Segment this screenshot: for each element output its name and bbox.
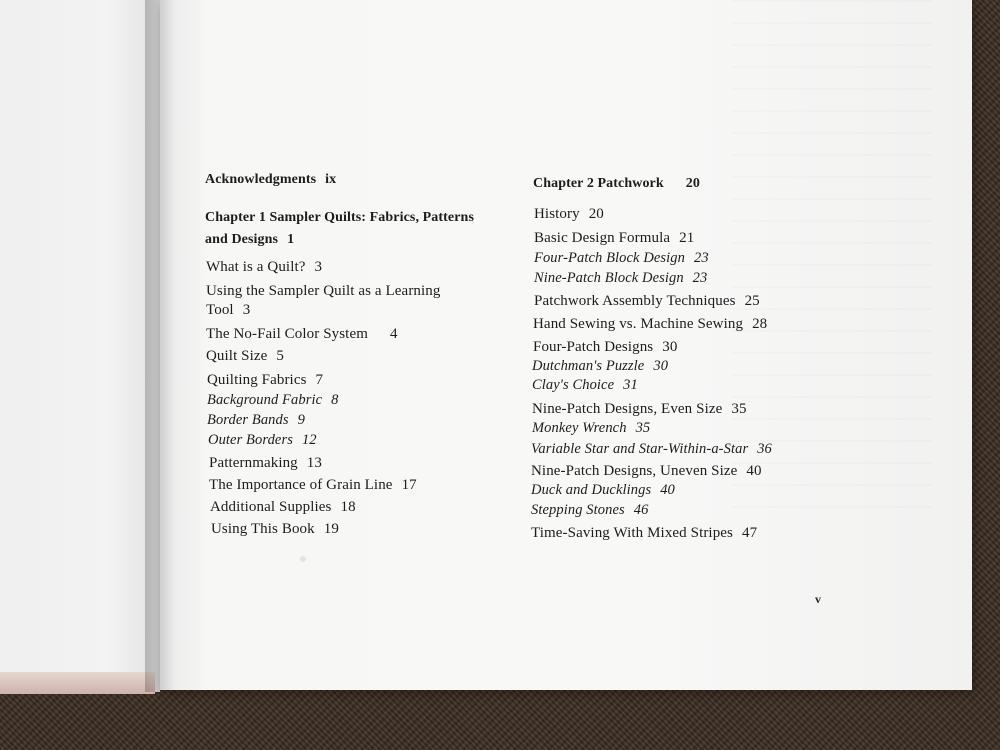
toc-page: 47 — [742, 525, 758, 541]
toc-page: 18 — [340, 499, 356, 515]
toc-title: Acknowledgments — [205, 172, 317, 187]
toc-page: 3 — [242, 302, 251, 318]
toc-entry — [532, 399, 747, 419]
toc-title: The No-Fail Color System — [206, 326, 368, 342]
toc-entry — [210, 497, 356, 517]
paper-mark — [300, 556, 306, 562]
toc-page: 19 — [323, 521, 339, 537]
toc-title: The Importance of Grain Line — [209, 477, 393, 493]
toc-entry — [533, 337, 677, 357]
toc-page: 30 — [662, 339, 678, 355]
toc-entry — [531, 500, 648, 520]
toc-page: 20 — [685, 176, 700, 191]
toc-page: 12 — [301, 432, 317, 448]
toc-entry — [207, 390, 338, 410]
toc-entry — [207, 370, 323, 390]
toc-page: 7 — [315, 372, 324, 388]
toc-entry — [534, 268, 707, 288]
toc-entry — [206, 282, 440, 320]
toc-entry — [532, 356, 668, 376]
toc-entry — [534, 228, 694, 248]
toc-entry — [205, 170, 336, 190]
toc-page: ix — [325, 172, 337, 187]
toc-page: 8 — [331, 392, 339, 408]
toc-title: Using the Sampler Quilt as a Learning — [206, 283, 441, 299]
toc-entry — [206, 257, 322, 277]
toc-page: 17 — [401, 477, 417, 493]
toc-entry — [534, 291, 760, 311]
toc-entry — [533, 314, 767, 334]
toc-title: Using This Book — [211, 521, 315, 537]
toc-title: Quilt Size — [206, 348, 268, 364]
toc-page: 13 — [306, 455, 322, 471]
toc-page: 25 — [744, 293, 760, 309]
toc-title: History — [534, 206, 580, 222]
toc-title: Duck and Ducklings — [531, 482, 652, 498]
toc-entry — [534, 204, 604, 224]
toc-title: Basic Design Formula — [534, 230, 671, 246]
toc-entry — [207, 410, 305, 430]
toc-page: 31 — [623, 377, 638, 393]
toc-entry — [533, 174, 700, 194]
toc-title: Dutchman's Puzzle — [532, 358, 645, 374]
toc-title: Chapter 1 Sampler Quilts: Fabrics, Patterns — [205, 210, 474, 225]
toc-entry — [531, 523, 757, 543]
toc-title: Border Bands — [207, 412, 289, 428]
toc-page: 20 — [588, 206, 604, 222]
toc-title: Additional Supplies — [210, 499, 332, 515]
toc-page: 4 — [389, 326, 398, 342]
toc-title: Nine-Patch Designs, Uneven Size — [531, 463, 738, 479]
toc-entry — [209, 453, 322, 473]
toc-title: What is a Quilt? — [206, 259, 306, 275]
toc-entry — [531, 480, 675, 500]
toc-title: Background Fabric — [207, 392, 323, 408]
toc-entry — [534, 248, 709, 268]
toc-entry — [532, 418, 650, 438]
toc-page: 3 — [314, 259, 323, 275]
toc-page: 40 — [746, 463, 762, 479]
toc-title: Four-Patch Designs — [533, 339, 654, 355]
toc-title: Outer Borders — [208, 432, 293, 448]
toc-page: 30 — [653, 358, 669, 374]
toc-title: Nine-Patch Block Design — [534, 270, 684, 286]
toc-title: Variable Star and Star-Within-a-Star — [531, 441, 749, 457]
toc-title: Patchwork Assembly Techniques — [534, 293, 736, 309]
toc-title: Monkey Wrench — [532, 420, 627, 436]
toc-title: Stepping Stones — [531, 502, 625, 518]
toc-title: Chapter 2 Patchwork — [533, 176, 664, 191]
toc-title-cont: and Designs — [205, 232, 279, 247]
toc-entry — [206, 346, 284, 366]
toc-entry — [206, 324, 398, 344]
toc-entry — [208, 430, 317, 450]
toc-title: Quilting Fabrics — [207, 372, 307, 388]
toc-title-cont: Tool — [206, 302, 234, 318]
toc-title: Time-Saving With Mixed Stripes — [531, 525, 733, 541]
toc-entry — [531, 439, 772, 459]
toc-page: 23 — [692, 270, 708, 286]
toc-title: Patternmaking — [209, 455, 298, 471]
toc-entry — [205, 207, 474, 251]
toc-page: 35 — [731, 401, 747, 417]
toc-title: Four-Patch Block Design — [534, 250, 685, 266]
toc-page: 21 — [679, 230, 695, 246]
toc-entry — [531, 461, 762, 481]
toc-page: 5 — [276, 348, 285, 364]
toc-page: 23 — [694, 250, 709, 266]
toc-title: Clay's Choice — [532, 377, 615, 393]
toc-page: 9 — [297, 412, 305, 428]
toc-entry — [209, 475, 417, 495]
toc-page: 35 — [635, 420, 651, 436]
toc-page: 36 — [757, 441, 772, 457]
toc-title: Nine-Patch Designs, Even Size — [532, 401, 723, 417]
toc-title: Hand Sewing vs. Machine Sewing — [533, 316, 744, 332]
left-page — [0, 0, 160, 692]
book-gutter — [145, 0, 175, 692]
toc-page: 46 — [633, 502, 649, 518]
toc-entry — [532, 375, 638, 395]
toc-entry — [211, 519, 339, 539]
toc-page: 28 — [752, 316, 768, 332]
page-number: v — [815, 592, 821, 606]
toc-page: 40 — [660, 482, 675, 498]
toc-page: 1 — [287, 232, 295, 247]
page-edge — [0, 672, 155, 694]
